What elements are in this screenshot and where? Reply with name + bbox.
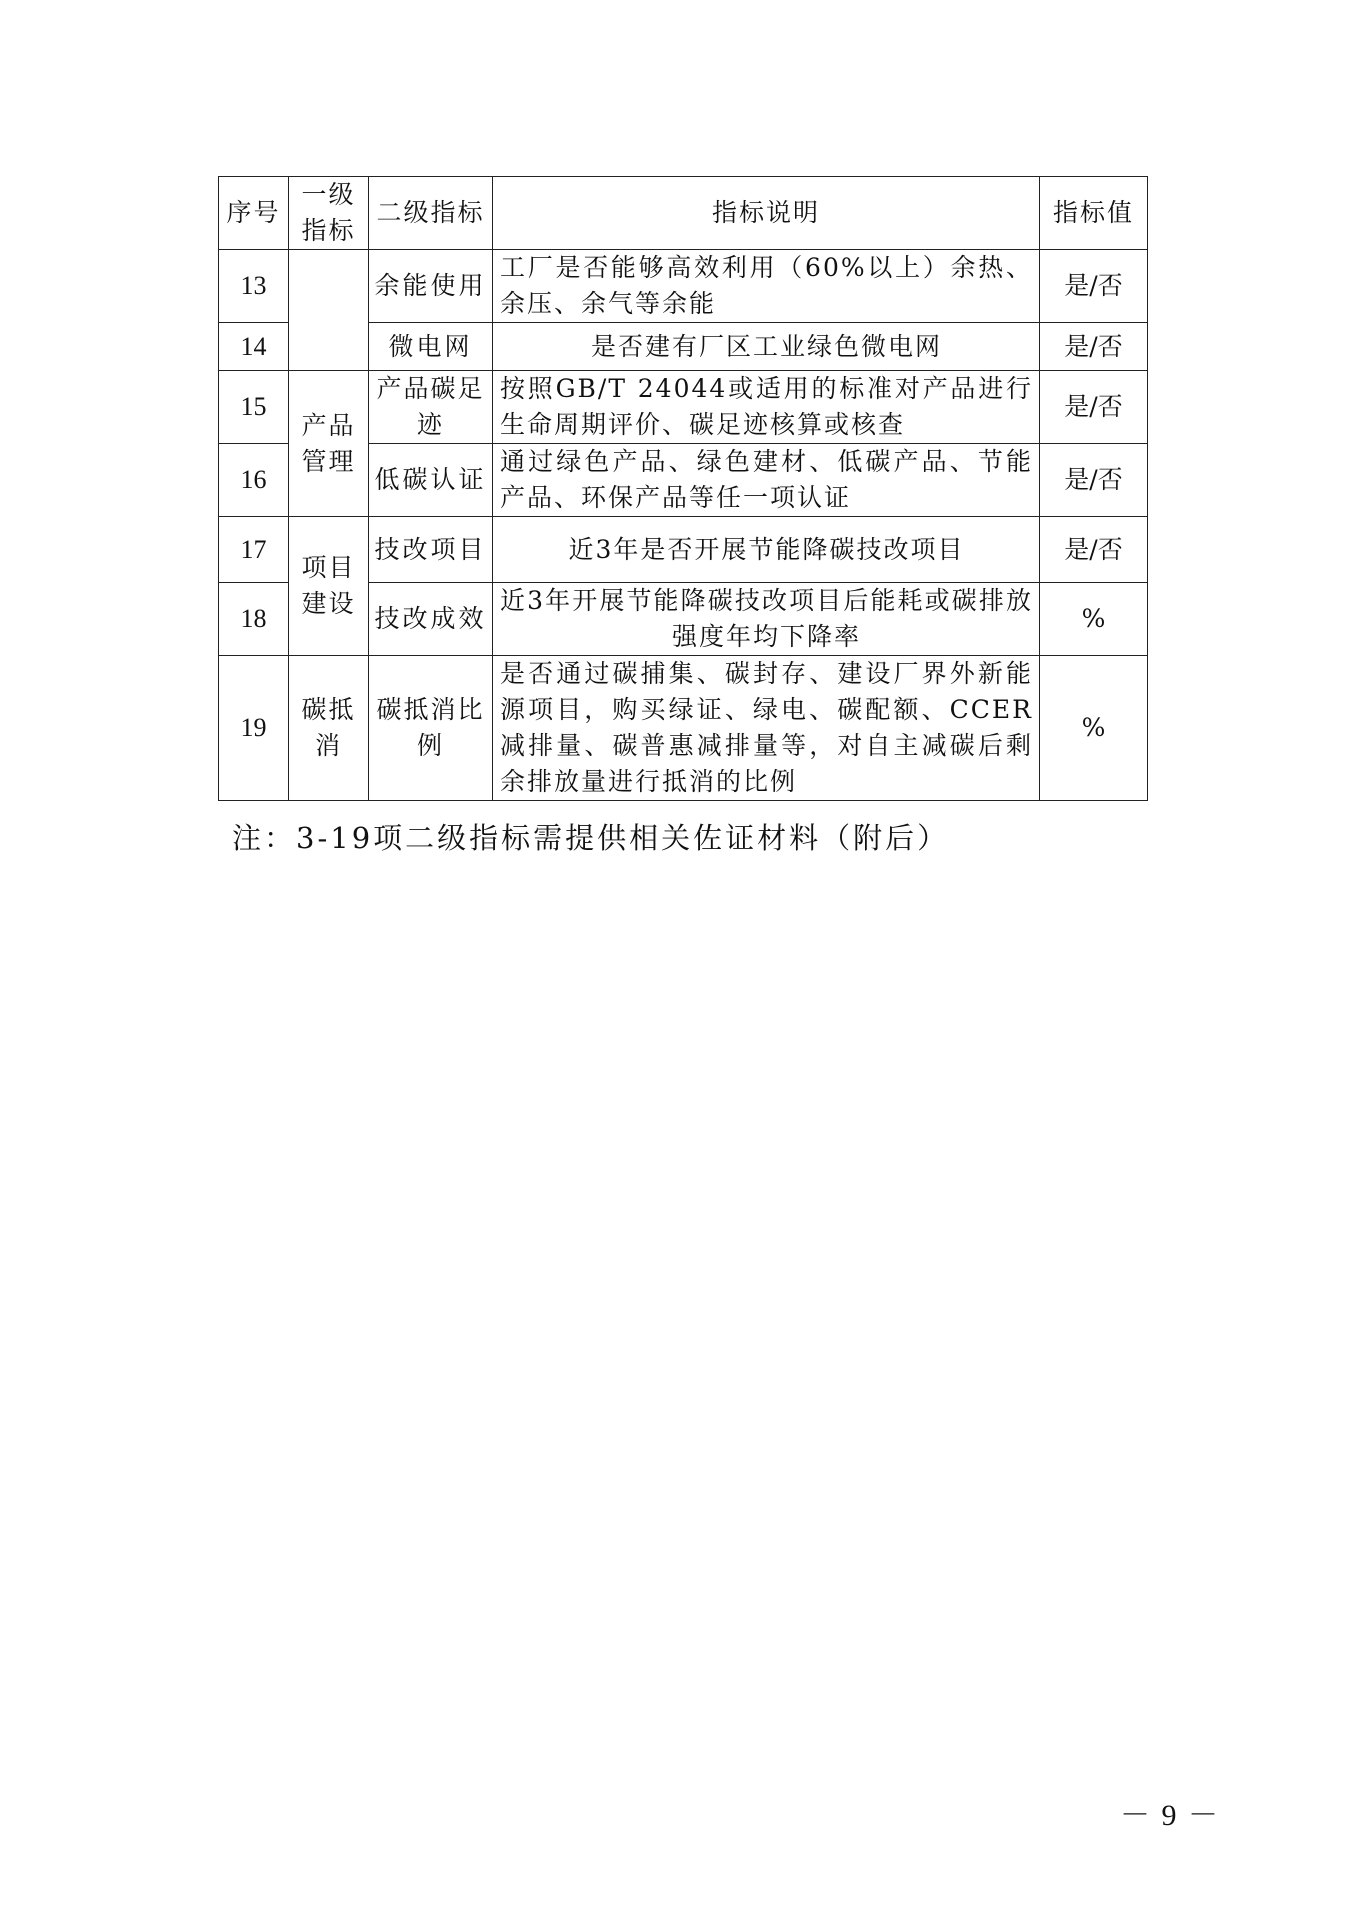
- header-description: 指标说明: [493, 177, 1040, 250]
- row-description: 工厂是否能够高效利用（60%以上）余热、余压、余气等余能: [493, 250, 1040, 323]
- row-level2: 低碳认证: [369, 444, 493, 517]
- row-description: 按照GB/T 24044或适用的标准对产品进行生命周期评价、碳足迹核算或核查: [493, 371, 1040, 444]
- row-description: 是否通过碳捕集、碳封存、建设厂界外新能源项目，购买绿证、绿电、碳配额、CCER减排量、碳普惠减排量等，对自主减碳后剩余排放量进行抵消的比例: [493, 656, 1040, 801]
- row-description: 近3年开展节能降碳技改项目后能耗或碳排放强度年均下降率: [493, 583, 1040, 656]
- table-row: [219, 517, 1148, 583]
- row-seq: 13: [219, 250, 289, 323]
- row-seq: 15: [219, 371, 289, 444]
- row-seq: 19: [219, 656, 289, 801]
- row-description: 近3年是否开展节能降碳技改项目: [493, 517, 1040, 583]
- header-level1: 一级指标: [289, 177, 369, 250]
- table-header-row: [219, 177, 1148, 250]
- row-level2: 技改成效: [369, 583, 493, 656]
- row-value: 是/否: [1040, 517, 1148, 583]
- row-value: 是/否: [1040, 371, 1148, 444]
- header-level2: 二级指标: [369, 177, 493, 250]
- row-category-carbon-offset: 碳抵消: [289, 656, 369, 801]
- table-row: [219, 371, 1148, 444]
- row-value: 是/否: [1040, 323, 1148, 371]
- row-value: 是/否: [1040, 444, 1148, 517]
- page-number: － 9 －: [1120, 1799, 1220, 1832]
- row-category-empty: [289, 250, 369, 371]
- table-row: [219, 656, 1148, 801]
- row-description: 通过绿色产品、绿色建材、低碳产品、节能产品、环保产品等任一项认证: [493, 444, 1040, 517]
- row-level2: 产品碳足迹: [369, 371, 493, 444]
- row-seq: 14: [219, 323, 289, 371]
- row-level2: 碳抵消比例: [369, 656, 493, 801]
- row-description: 是否建有厂区工业绿色微电网: [493, 323, 1040, 371]
- row-category-project-construction: 项目建设: [289, 517, 369, 656]
- indicator-table: [218, 176, 1148, 801]
- row-level2: 技改项目: [369, 517, 493, 583]
- header-seq: 序号: [219, 177, 289, 250]
- row-value: 是/否: [1040, 250, 1148, 323]
- row-category-product-management: 产品管理: [289, 371, 369, 517]
- row-seq: 18: [219, 583, 289, 656]
- row-seq: 17: [219, 517, 289, 583]
- table-note: 注：3-19项二级指标需提供相关佐证材料（附后）: [232, 821, 950, 855]
- table-row: [219, 250, 1148, 323]
- header-value: 指标值: [1040, 177, 1148, 250]
- row-level2: 微电网: [369, 323, 493, 371]
- row-value: %: [1040, 583, 1148, 656]
- row-value: %: [1040, 656, 1148, 801]
- row-level2: 余能使用: [369, 250, 493, 323]
- row-seq: 16: [219, 444, 289, 517]
